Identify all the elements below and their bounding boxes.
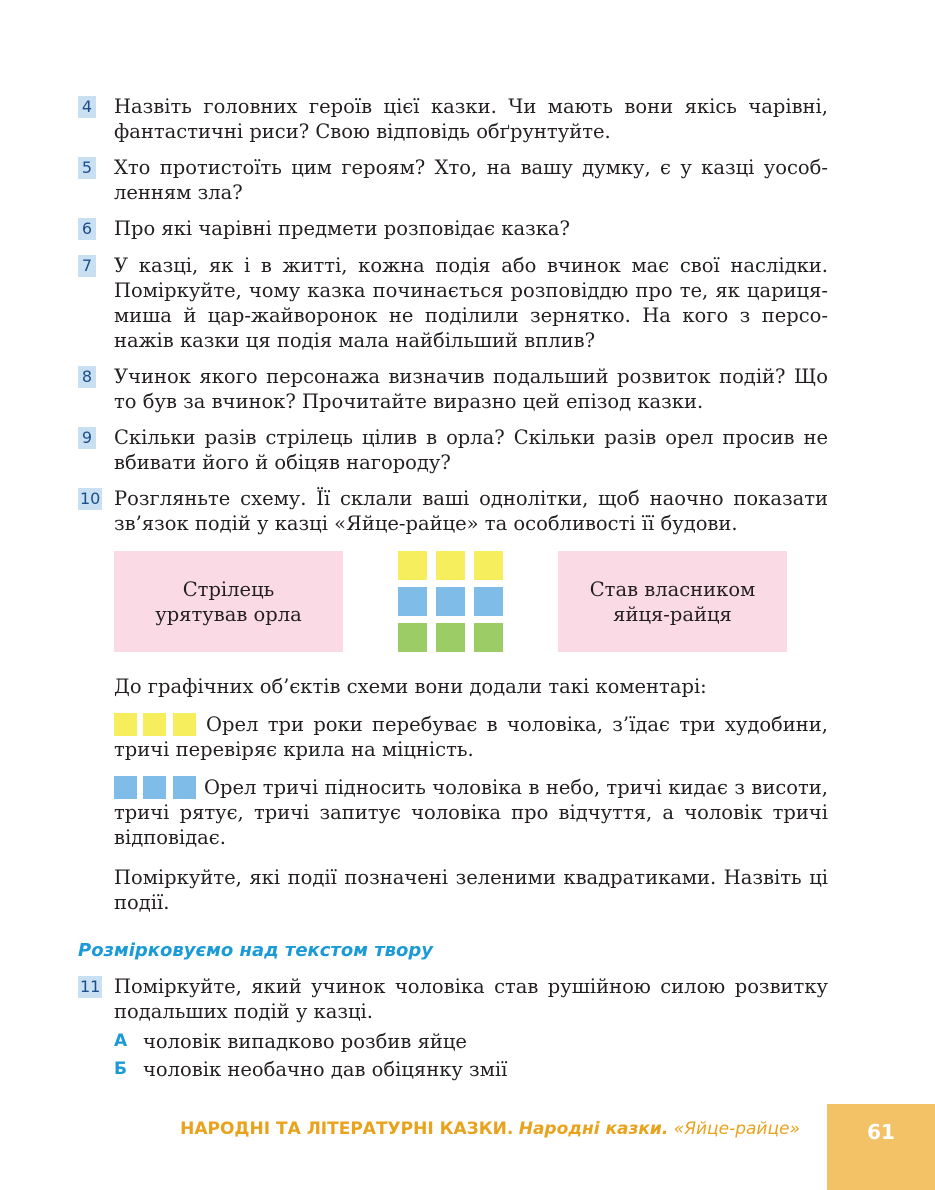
blue-square — [398, 587, 427, 616]
footer-section: НАРОДНІ ТА ЛІТЕРАТУРНІ КАЗКИ. — [180, 1119, 514, 1139]
option-text: чоловік випадково розбив яйце — [143, 1030, 467, 1053]
yellow-square — [474, 551, 503, 580]
comments-intro: До графічних об’єктів схеми вони додали такі коментарі: — [114, 675, 707, 698]
running-footer — [180, 1119, 800, 1139]
question-text: Розгляньте схему. Її склали ваші однолітки, щоб наочно показати зв’язок подій у казці «Яйце-райце» та особливості її будови. — [114, 487, 828, 535]
page-number: 61 — [867, 1120, 895, 1144]
footer-subsection: Народні казки. — [518, 1119, 669, 1139]
page-number-box — [827, 1104, 935, 1190]
question-number: 5 — [78, 157, 96, 179]
option-letter: Б — [114, 1059, 127, 1079]
yellow-square — [398, 551, 427, 580]
green-square — [474, 623, 503, 652]
blue-square — [436, 587, 465, 616]
question-text: Назвіть головних героїв цієї казки. Чи мають вони якісь чарівні, фантастичні риси? Свою відповідь обґрунтуйте. — [114, 95, 828, 143]
question-text: Про які чарівні предмети розповідає казка? — [114, 217, 570, 240]
question-number: 8 — [78, 366, 96, 388]
scheme-left-box — [114, 551, 343, 652]
scheme-right-box — [558, 551, 787, 652]
scheme-left-text: Стрілець урятував орла — [155, 577, 302, 626]
comment-blue: Орел тричі підносить чоловіка в небо, тричі кидає з висоти, тричі рятує, тричі запитує чоловіка про відчуття, а чоловік тричі відповідає. — [114, 776, 828, 849]
question-number: 10 — [80, 489, 101, 508]
question-text: Скільки разів стрілець цілив в орла? Скільки разів орел просив не вбивати його й обіцяв нагороду? — [114, 426, 828, 474]
option-letter: А — [114, 1031, 128, 1051]
comment-yellow: Орел три роки перебуває в чоловіка, з’їдає три худобини, тричі перевіряє крила на міцність. — [114, 713, 828, 761]
green-question: Поміркуйте, які події позначені зеленими квадратиками. Назвіть ці події. — [114, 866, 828, 914]
question-number: 9 — [78, 427, 96, 449]
footer-title: «Яйце-райце» — [673, 1119, 800, 1139]
option-text: чоловік необачно дав обіцянку змії — [143, 1058, 508, 1081]
question-number: 11 — [80, 977, 101, 996]
question-number: 6 — [78, 218, 96, 240]
scheme-right-text: Став власником яйця-райця — [589, 577, 756, 626]
section-heading: Розмірковуємо над текстом твору — [78, 940, 434, 961]
green-square — [436, 623, 465, 652]
question-text: Хто протистоїть цим героям? Хто, на вашу думку, є у казці уособленням зла? — [114, 156, 828, 204]
question-text: Учинок якого персонажа визначив подальший розвиток подій? Що то був за вчинок? Прочитайте виразно цей епізод казки. — [114, 365, 828, 413]
blue-square — [474, 587, 503, 616]
green-square — [398, 623, 427, 652]
question-text: Поміркуйте, який учинок чоловіка став рушійною силою розвитку подальших подій у казці. — [114, 975, 828, 1023]
question-number: 4 — [78, 96, 96, 118]
yellow-square — [436, 551, 465, 580]
question-number: 7 — [78, 255, 96, 277]
question-text: У казці, як і в житті, кожна подія або вчинок має свої наслідки. Поміркуйте, чому казка починається розповіддю про те, як цариця-миша й цар-жайворонок не поділили зернятко. На кого з персонажів казки ця подія мала найбільший вплив? — [114, 254, 828, 352]
